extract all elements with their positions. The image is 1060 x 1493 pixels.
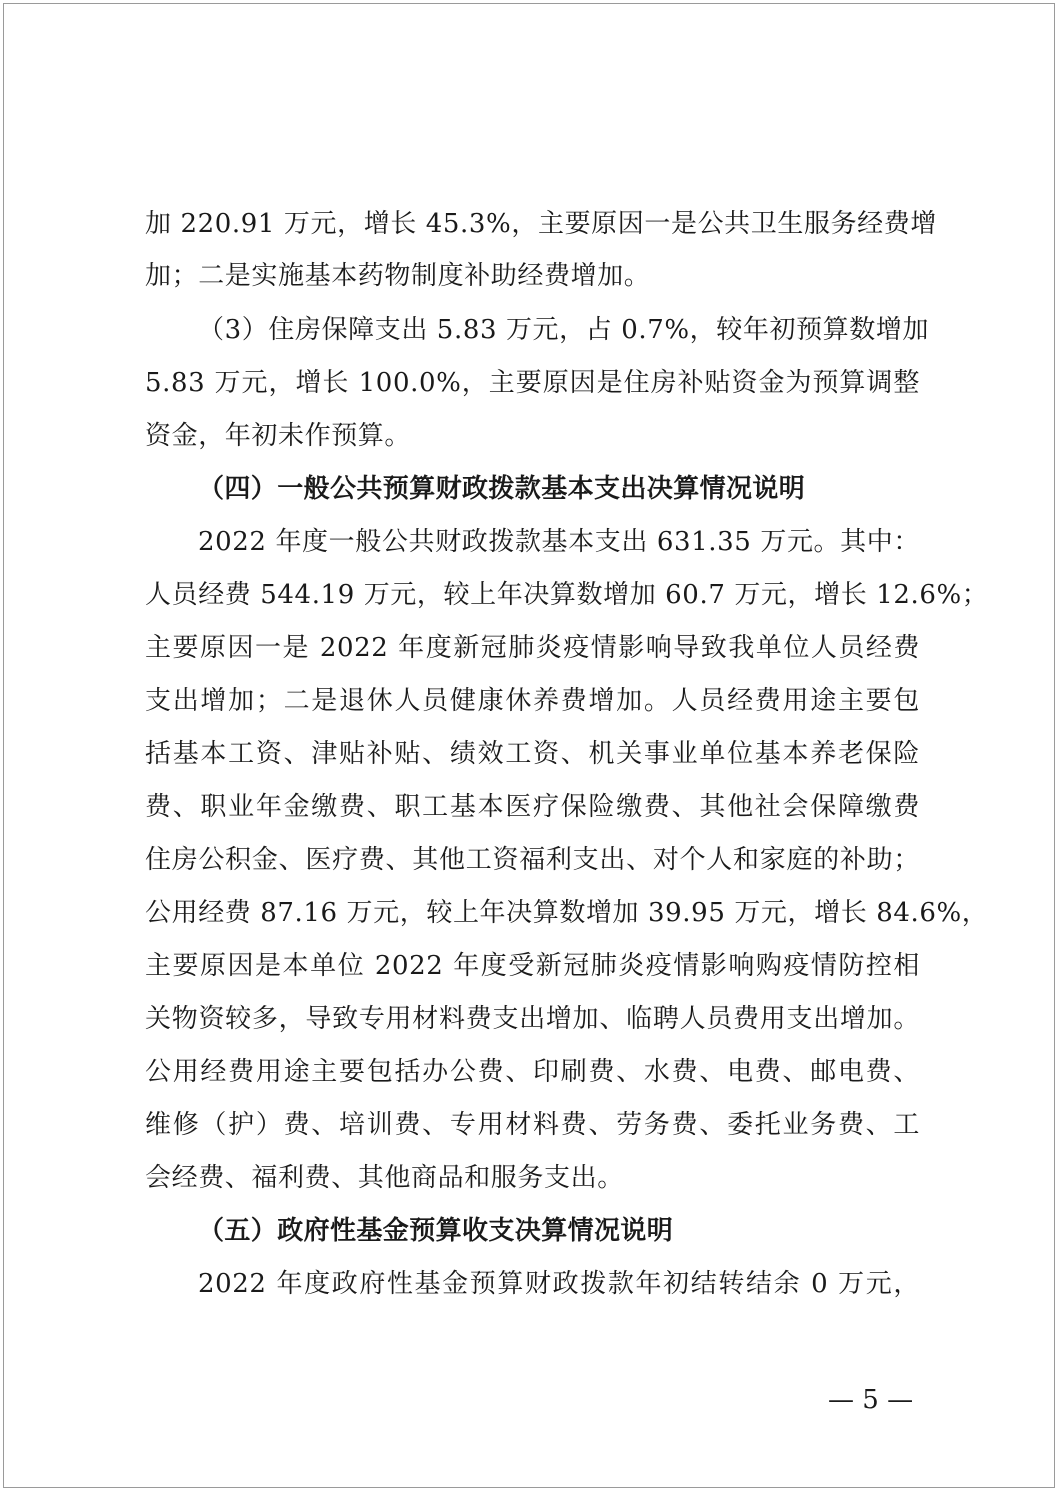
text-line: 住房公积金、医疗费、其他工资福利支出、对个人和家庭的补助；: [145, 845, 920, 875]
text-line: 关物资较多，导致专用材料费支出增加、临聘人员费用支出增加。: [145, 1004, 920, 1034]
page-number: — 5 —: [828, 1385, 914, 1415]
text-line: 2022 年度政府性基金预算财政拨款年初结转结余 0 万元，: [198, 1269, 920, 1299]
text-line: 主要原因是本单位 2022 年度受新冠肺炎疫情影响购疫情防控相: [145, 951, 920, 981]
text-line: 加 220.91 万元，增长 45.3%，主要原因一是公共卫生服务经费增: [145, 209, 937, 239]
text-line: 公用经费 87.16 万元，较上年决算数增加 39.95 万元，增长 84.6%，: [145, 898, 989, 928]
text-line: 括基本工资、津贴补贴、绩效工资、机关事业单位基本养老保险: [145, 739, 920, 769]
text-line: 主要原因一是 2022 年度新冠肺炎疫情影响导致我单位人员经费: [145, 633, 920, 663]
text-line: 资金，年初未作预算。: [145, 421, 412, 451]
text-line: 5.83 万元，增长 100.0%，主要原因是住房补贴资金为预算调整: [145, 368, 920, 398]
text-line: （3）住房保障支出 5.83 万元，占 0.7%，较年初预算数增加: [198, 315, 930, 345]
text-line: 2022 年度一般公共财政拨款基本支出 631.35 万元。其中：: [198, 527, 920, 557]
text-line: 加；二是实施基本药物制度补助经费增加。: [145, 261, 651, 291]
section-heading: （五）政府性基金预算收支决算情况说明: [198, 1216, 674, 1246]
text-line: 人员经费 544.19 万元，较上年决算数增加 60.7 万元，增长 12.6%；: [145, 580, 989, 610]
text-line: 维修（护）费、培训费、专用材料费、劳务费、委托业务费、工: [145, 1110, 920, 1140]
text-line: 会经费、福利费、其他商品和服务支出。: [145, 1163, 624, 1193]
text-line: 支出增加；二是退休人员健康休养费增加。人员经费用途主要包: [145, 686, 920, 716]
section-heading: （四）一般公共预算财政拨款基本支出决算情况说明: [198, 474, 806, 504]
text-line: 公用经费用途主要包括办公费、印刷费、水费、电费、邮电费、: [145, 1057, 920, 1087]
text-line: 费、职业年金缴费、职工基本医疗保险缴费、其他社会保障缴费: [145, 792, 920, 822]
